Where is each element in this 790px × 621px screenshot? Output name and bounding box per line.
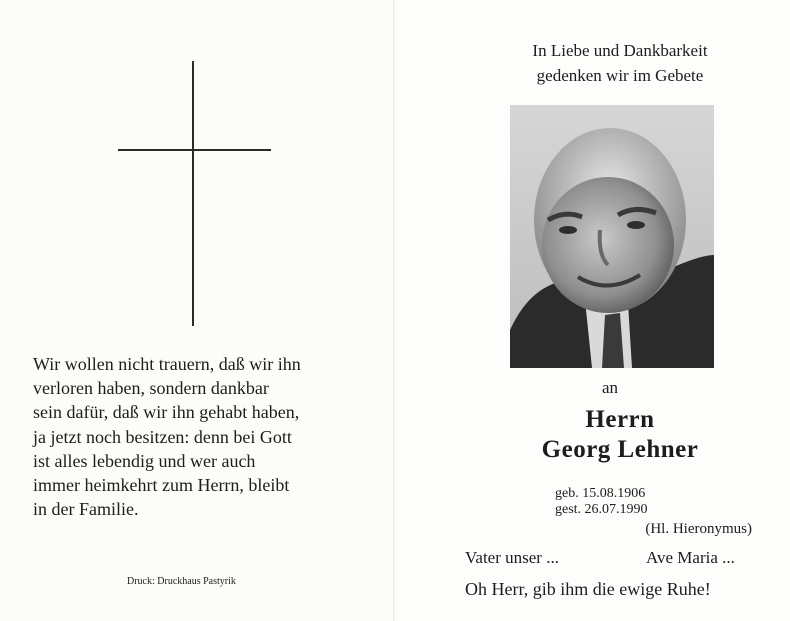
life-dates [555, 486, 648, 518]
memorial-heading [470, 38, 770, 88]
prayer-hail-mary: Ave Maria ... [646, 548, 735, 567]
quote-line: verloren haben, sondern dankbar [33, 378, 269, 399]
quote-line: ja jetzt noch besitzen: denn bei Gott [33, 426, 292, 447]
quote-line: ist alles lebendig und wer auch [33, 450, 256, 471]
memorial-quote [33, 352, 378, 521]
closing-prayer: Oh Herr, gib ihm die ewige Ruhe! [465, 579, 711, 599]
quote-attribution: (Hl. Hieronymus) [645, 521, 752, 537]
heading-line: In Liebe und Dankbarkeit [532, 41, 708, 60]
portrait-photo [510, 105, 714, 368]
prayer-our-father: Vater unser ... [465, 548, 559, 567]
quote-line: sein dafür, daß wir ihn gehabt haben, [33, 402, 300, 423]
preposition-text: an [601, 378, 619, 397]
birth-date: geb. 15.08.1906 [555, 486, 646, 501]
printer-credit: Druck: Druckhaus Pastyrik [127, 576, 236, 587]
death-date: gest. 26.07.1990 [555, 502, 648, 517]
cross-icon-bar [118, 149, 271, 151]
cross-icon [192, 61, 194, 326]
quote-line: Wir wollen nicht trauern, daß wir ihn [33, 354, 301, 374]
salutation: Herrn [585, 406, 655, 433]
heading-line: gedenken wir im Gebete [536, 66, 704, 85]
quote-line: in der Familie. [33, 499, 139, 520]
full-name: Georg Lehner [541, 436, 699, 463]
left-page [0, 0, 394, 621]
quote-line: immer heimkehrt zum Herrn, bleibt [33, 475, 290, 496]
deceased-name [470, 405, 770, 465]
